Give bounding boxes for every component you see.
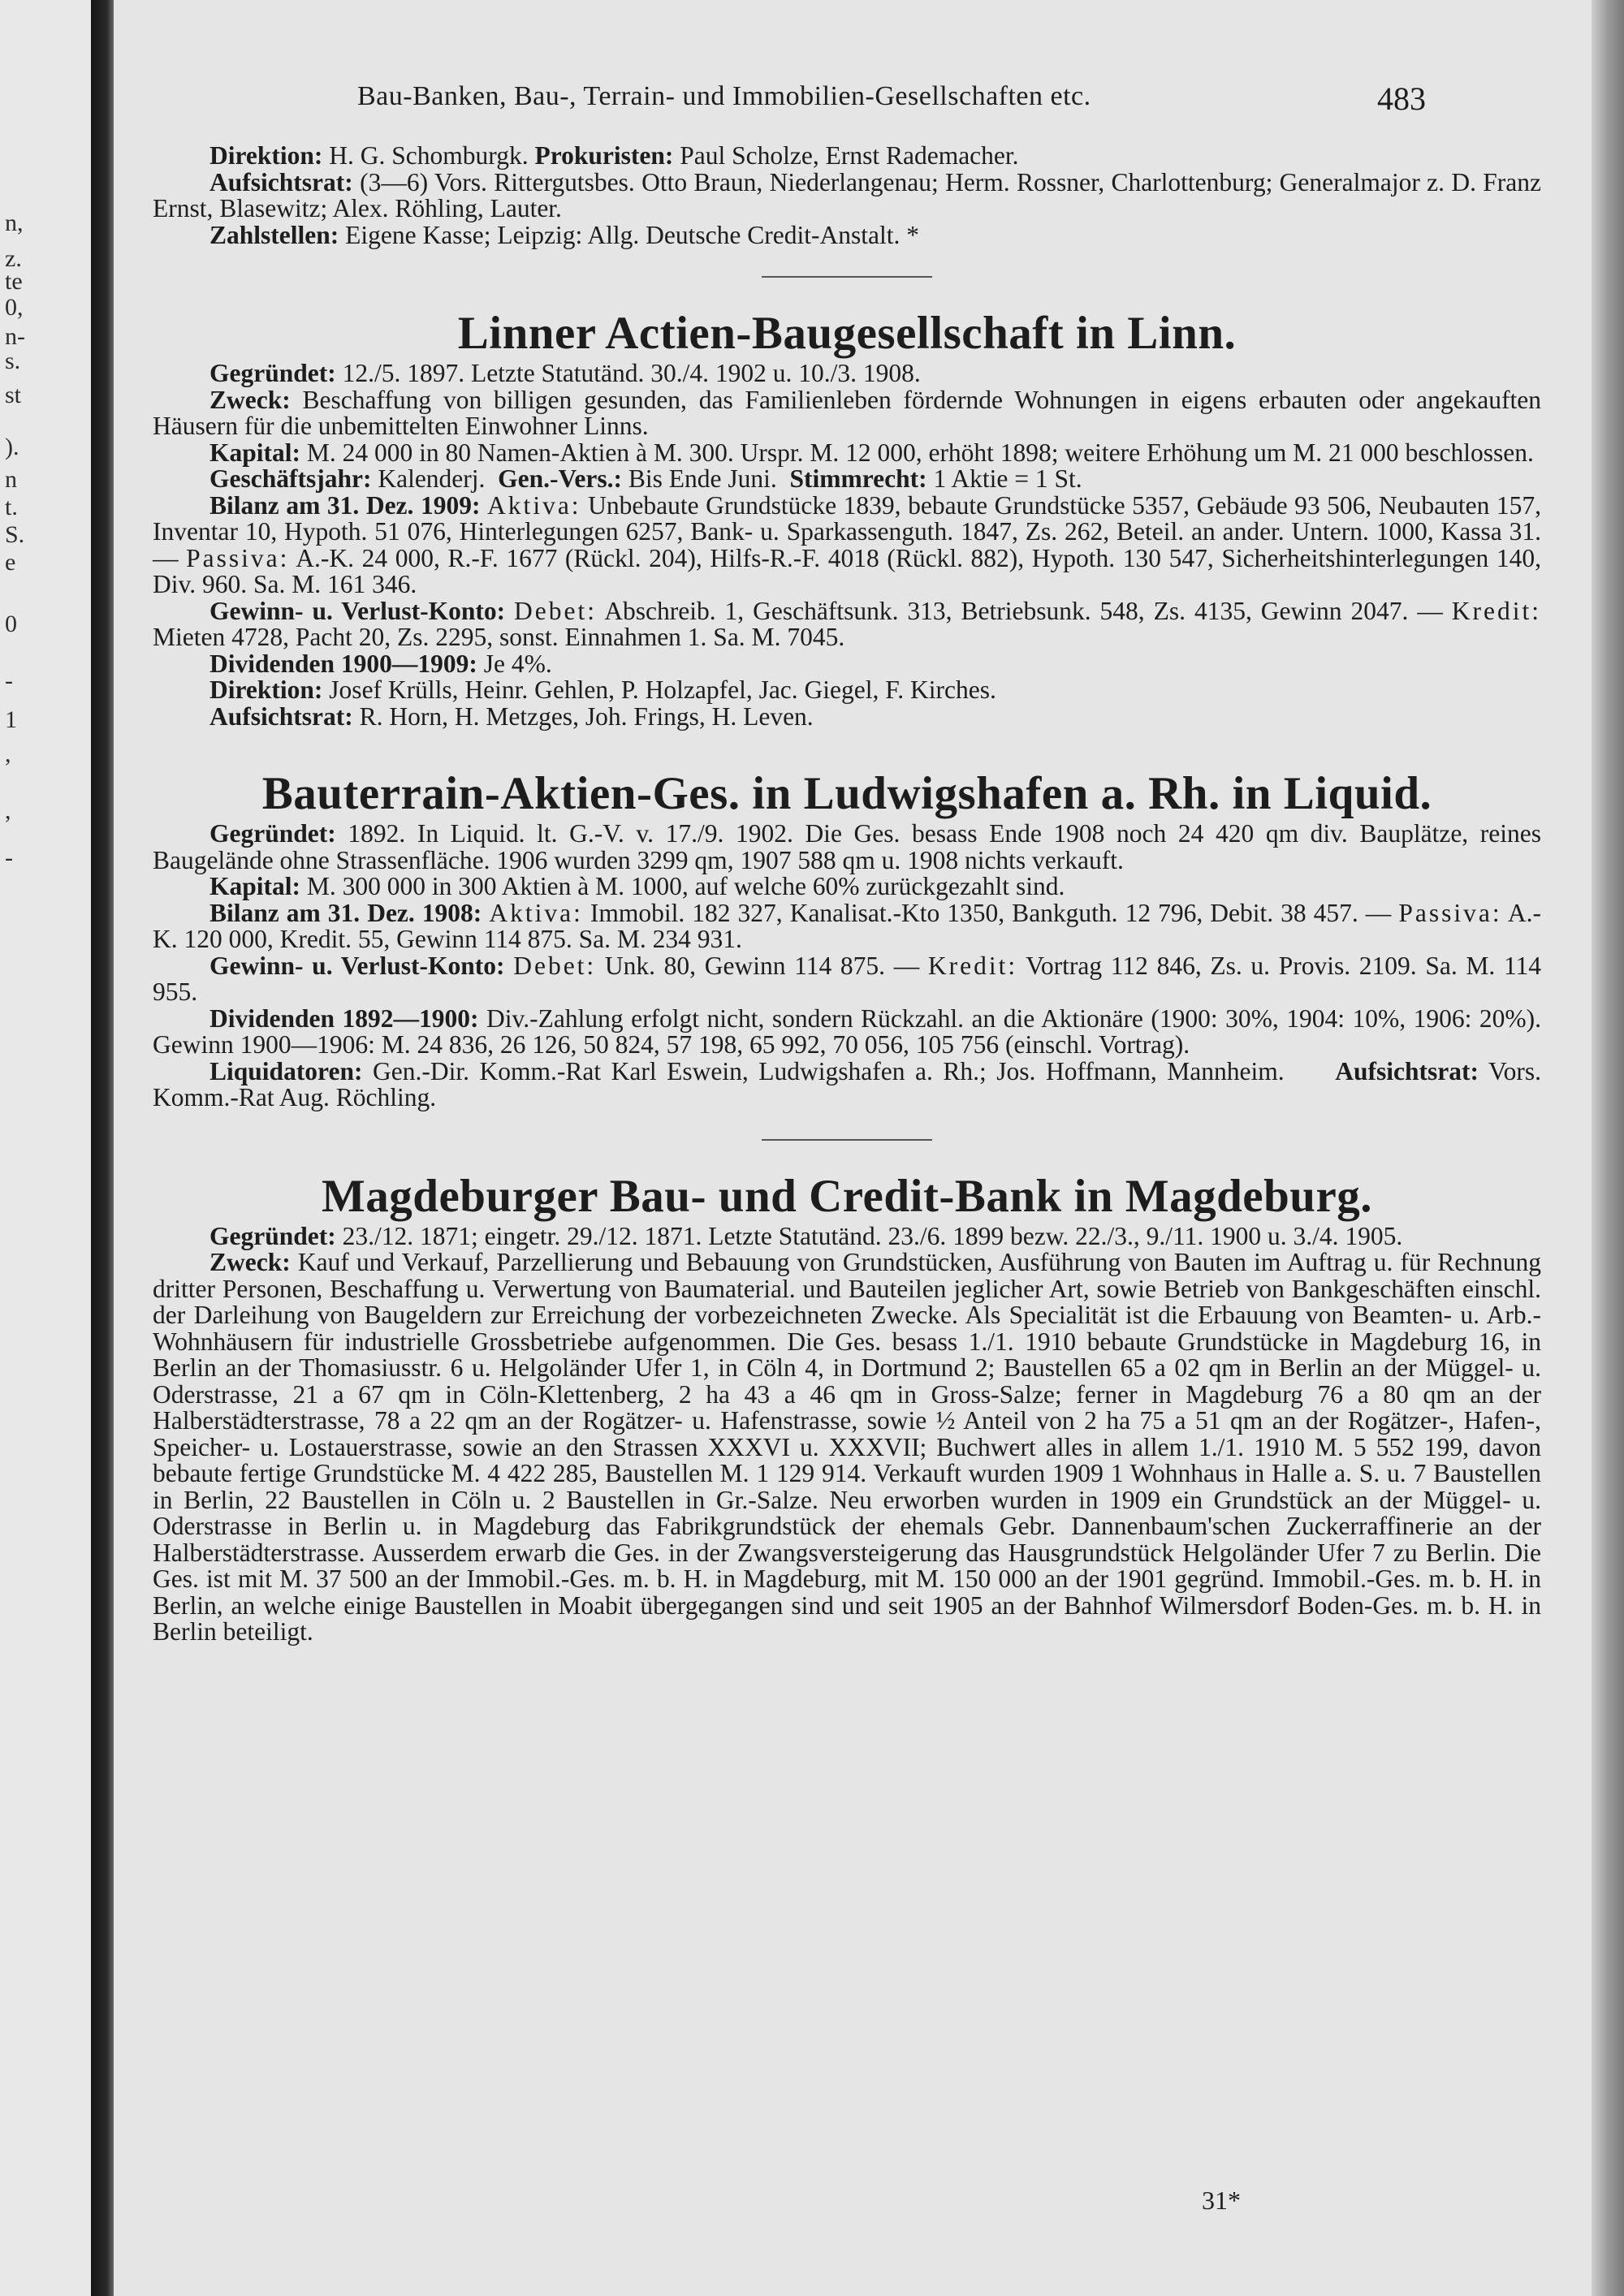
field-label: Gegründet: <box>209 359 336 387</box>
prev-page-fragment: t. <box>5 494 18 520</box>
bauterrain-kapital <box>153 874 1541 900</box>
field-value: Je 4%. <box>483 649 552 678</box>
field-label: Dividenden 1900—1909: <box>209 649 477 678</box>
passiva-label: Passiva: <box>186 543 290 572</box>
page-content <box>153 143 1541 1646</box>
field-label: Prokuristen: <box>534 141 674 170</box>
bauterrain-gewinn-verlust <box>153 953 1541 1006</box>
prev-page-fragment: , <box>5 797 11 824</box>
kredit-label: Kredit: <box>927 951 1018 980</box>
prev-page-fragment: te <box>5 268 23 295</box>
field-value: Kalenderj. <box>378 464 486 493</box>
field-value: M. 300 000 in 300 Aktien à M. 1000, auf welche 60% zurückgezahlt sind. <box>306 872 1065 900</box>
previous-page-edge <box>0 0 91 2296</box>
field-value: Gen.-Dir. Komm.-Rat Karl Eswein, Ludwigshafen a. Rh.; Jos. Hoffmann, Mannheim. <box>373 1056 1285 1085</box>
field-label: Direktion: <box>209 675 323 704</box>
field-label: Kapital: <box>209 872 301 900</box>
linner-kapital <box>153 440 1541 467</box>
prev-page-fragment: - <box>5 844 13 871</box>
field-label: Geschäftsjahr: <box>209 464 372 493</box>
field-value: Immobil. 182 327, Kanalisat.-Kto 1350, Bankguth. 12 796, Debit. 38 457. — <box>590 898 1392 927</box>
prev-page-fragment: e <box>5 549 16 576</box>
field-value: A.-K. 24 000, R.-F. 1677 (Rückl. 204), Hilfs-R.-F. 4018 (Rückl. 882), Hypoth. 130 547, Sicherheitshinterlegungen 140, Div. 960. Sa. M. 161 346. <box>153 543 1542 598</box>
prev-page-fragment: n <box>5 466 17 493</box>
passiva-label: Passiva: <box>1398 898 1502 927</box>
field-label: Bilanz am 31. Dez. 1908: <box>209 898 482 927</box>
prev-page-fragment: - <box>5 667 13 694</box>
field-value: 23./12. 1871; eingetr. 29./12. 1871. Letzte Statutänd. 23./6. 1899 bezw. 22./3., 9./11. 1900 u. 3./4. 1905. <box>342 1221 1403 1250</box>
debet-label: Debet: <box>514 596 598 625</box>
field-value: Unbebaute Grundstücke 1839, bebaute Grundstücke 5357, Gebäude 93 506, Neubauten 157, Inventar 10, Hypoth. 51 076, Hinterlegungen 6257, Bank- u. Sparkassenguth. 1847, Zs. 262, Beteil. an ander. Untern. 1000, Kassa 31. — <box>153 490 1542 572</box>
field-value: Kauf und Verkauf, Parzellierung und Bebauung von Grundstücken, Ausführung von Bauten im Auftrag u. für Rechnung dritter Personen, Beschaffung u. Verwertung von Baumaterial. und Bauteilen jeglicher Art, sowie Betrieb von Bankgeschäften einschl. der Darleihung von Baugeldern zur Erreichung der vorbezeichneten Zwecke. Als Specialität ist die Erbauung von Beamten- u. Arb.-Wohnhäusern für industrielle Grossbetriebe aufgenommen. Die Ges. besass 1./1. 1910 bebaute Grundstücke in Magdeburg 16, in Berlin an der Thomasiusstr. 6 u. Helgoländer Ufer 1, in Cöln 4, in Dortmund 2; Baustellen 65 a 02 qm in Berlin an der Müggel- u. Oderstrasse, 21 a 67 qm in Cöln-Klettenberg, 2 ha 43 a 46 qm in Gross-Salze; ferner in Magdeburg 76 a 80 qm an der Halberstädterstrasse, 78 a 22 qm an der Rogätzer- u. Hafenstrasse, sowie ½ Anteil von 2 ha 75 a 51 qm an der Rogätzer-, Hafen-, Speicher- u. Lostauerstrasse, sowie an den Strassen XXXVI u. XXXVII; Buchwert alles in allem 1./1. 1910 M. 5 552 199, davon bebaute fertige Grundstücke M. 4 422 285, Baustellen M. 1 129 914. Verkauft wurden 1909 1 Wohnhaus in Halle a. S. u. 7 Baustellen in Berlin, 22 Baustellen in Cöln u. 2 Baustellen in Gr.-Salze. Neu erworben wurden in 1909 ein Grundstück an der Müggel- u. Oderstrasse in Berlin u. in Magdeburg das Fabrikgrundstück der ehemals Gebr. Dannenbaum'schen Zuckerraffinerie an der Halberstädterstrasse. Ausserdem erwarb die Ges. in der Zwangsversteigerung das Hausgrundstück Helgoländer Ufer 7 zu Berlin. Die Ges. ist mit M. 37 500 an der Immobil.-Ges. m. b. H. in Magdeburg, mit M. 150 000 an der 1901 gegründ. Immobil.-Ges. m. b. H. in Berlin, an welche einige Baustellen in Moabit übergegangen sind und seit 1905 an der Bahnhof Wilmersdorf Boden-Ges. m. b. H. in Berlin beteiligt. <box>153 1248 1542 1646</box>
section-gap <box>153 730 1541 767</box>
field-label: Kapital: <box>209 438 301 467</box>
field-value: Div.-Zahlung erfolgt nicht, sondern Rückzahl. an die Aktionäre (1900: 30%, 1904: 10%, 1906: 20%). Gewinn 1900—1906: M. 24 836, 26 126, 50 824, 57 198, 65 992, 70 056, 105 756 (einschl. Vortrag). <box>153 1003 1542 1059</box>
entry-title-magdeburger: Magdeburger Bau- und Credit-Bank in Magdeburg. <box>321 1170 1373 1222</box>
field-value: 1 Aktie = 1 St. <box>933 464 1082 493</box>
prev-page-fragment: n, <box>5 209 24 236</box>
field-value: R. Horn, H. Metzges, Joh. Frings, H. Leven. <box>359 701 814 731</box>
footnote-mark: * <box>906 220 919 249</box>
page-number: 483 <box>1377 80 1426 117</box>
field-value: Vortrag 112 846, Zs. u. Provis. 2109. Sa. M. 114 955. <box>153 951 1542 1006</box>
book-gutter <box>91 0 114 2296</box>
aktiva-label: Aktiva: <box>489 898 583 927</box>
entry-title-linner: Linner Actien-Baugesellschaft in Linn. <box>457 308 1237 359</box>
field-label: Bilanz am 31. Dez. 1909: <box>209 490 481 520</box>
carryover-aufsichtsrat <box>153 167 1542 222</box>
field-value: Mieten 4728, Pacht 20, Zs. 2295, sonst. Einnahmen 1. Sa. M. 7045. <box>153 623 845 651</box>
field-label: Aufsichtsrat: <box>209 701 353 731</box>
prev-page-fragment: s. <box>5 347 21 374</box>
field-value: Bis Ende Juni. <box>628 464 777 493</box>
field-value: Eigene Kasse; Leipzig: Allg. Deutsche Credit-Anstalt. <box>345 220 901 249</box>
linner-bilanz <box>153 490 1542 598</box>
field-label: Gewinn- u. Verlust-Konto: <box>209 596 506 625</box>
bauterrain-gegruendet <box>153 821 1541 874</box>
section-divider <box>762 1139 932 1141</box>
field-label: Dividenden 1892—1900: <box>209 1003 479 1033</box>
bauterrain-bilanz <box>153 900 1541 953</box>
linner-zweck <box>153 387 1541 440</box>
field-value: 12./5. 1897. Letzte Statutänd. 30./4. 1902 u. 10./3. 1908. <box>342 359 921 387</box>
carryover-zahlstellen <box>153 222 1541 249</box>
field-label: Gewinn- u. Verlust-Konto: <box>209 951 505 980</box>
prev-page-fragment: S. <box>5 521 25 548</box>
running-title: Bau-Banken, Bau-, Terrain- und Immobilien-Gesellschaften etc. <box>357 81 1091 111</box>
field-label: Gegründet: <box>209 819 336 848</box>
section-divider <box>762 276 932 278</box>
prev-page-fragment: , <box>5 740 11 767</box>
field-value: 1892. In Liquid. lt. G.-V. v. 17./9. 1902. Die Ges. besass Ende 1908 noch 24 420 qm div. Bauplätze, reines Baugelände ohne Strassenfläche. 1906 wurden 3299 qm, 1907 588 qm u. 1908 nichts verkauft. <box>153 819 1542 874</box>
kredit-label: Kredit: <box>1451 596 1542 625</box>
linner-geschaeftsjahr <box>153 466 1541 493</box>
field-value: Josef Krülls, Heinr. Gehlen, P. Holzapfel, Jac. Giegel, F. Kirches. <box>329 675 996 704</box>
linner-aufsichtsrat <box>153 701 1541 731</box>
field-label: Zweck: <box>209 1248 291 1276</box>
prev-page-fragment: 1 <box>5 706 17 733</box>
page-right-edge <box>1592 0 1624 2296</box>
field-value: Abschreib. 1, Geschäftsunk. 313, Betriebsunk. 548, Zs. 4135, Gewinn 2047. — <box>604 596 1443 625</box>
field-value: M. 24 000 in 80 Namen-Aktien à M. 300. Urspr. M. 12 000, erhöht 1898; weitere Erhöhung um M. 21 000 beschlossen. <box>306 438 1534 467</box>
magdeburger-gegruendet <box>153 1221 1541 1250</box>
field-label: Gegründet: <box>209 1221 336 1250</box>
carryover-direktion <box>153 143 1541 170</box>
linner-gegruendet <box>153 360 1541 387</box>
prev-page-fragment: st <box>5 382 22 408</box>
field-label: Stimmrecht: <box>789 464 927 493</box>
field-value: Unk. 80, Gewinn 114 875. — <box>604 951 920 980</box>
field-label: Aufsichtsrat: <box>1335 1056 1479 1085</box>
linner-direktion <box>153 677 1541 704</box>
aktiva-label: Aktiva: <box>487 490 581 520</box>
book-page <box>114 0 1592 2296</box>
debet-label: Debet: <box>513 951 597 980</box>
linner-dividenden <box>153 651 1541 678</box>
bauterrain-liquidatoren <box>153 1056 1542 1111</box>
field-value: Beschaffung von billigen gesunden, das Familienleben fördernde Wohnungen in eigens erbauten oder angekauften Häusern für die unbemittelten Einwohner Linns. <box>153 385 1542 440</box>
field-value: (3—6) Vors. Rittergutsbes. Otto Braun, Niederlangenau; Herm. Rossner, Charlottenburg; Generalmajor z. D. Franz Ernst, Blasewitz; Alex. Röhling, Lauter. <box>153 167 1542 222</box>
field-value: Vors. Komm.-Rat Aug. Röchling. <box>153 1056 1542 1111</box>
field-label: Aufsichtsrat: <box>209 167 353 196</box>
field-value: H. G. Schomburgk. <box>329 141 529 170</box>
prev-page-fragment: z. <box>5 245 22 272</box>
prev-page-fragment: ). <box>5 434 19 460</box>
field-label: Direktion: <box>209 141 323 170</box>
linner-gewinn-verlust <box>153 598 1541 651</box>
entry-title-bauterrain: Bauterrain-Aktien-Ges. in Ludwigshafen a. Rh. in Liquid. <box>261 768 1432 819</box>
field-label: Zweck: <box>209 385 291 414</box>
bauterrain-dividenden <box>153 1003 1542 1059</box>
prev-page-fragment: 0, <box>5 294 24 321</box>
field-label: Gen.-Vers.: <box>498 464 622 493</box>
signature-mark: 31* <box>1202 2186 1241 2215</box>
field-value: Paul Scholze, Ernst Rademacher. <box>680 141 1019 170</box>
field-value: A.-K. 120 000, Kredit. 55, Gewinn 114 875. Sa. M. 234 931. <box>153 898 1542 953</box>
field-label: Zahlstellen: <box>209 220 339 249</box>
magdeburger-zweck <box>153 1249 1541 1646</box>
prev-page-fragment: 0 <box>5 611 17 637</box>
field-label: Liquidatoren: <box>209 1056 363 1085</box>
prev-page-fragment: n- <box>5 323 25 350</box>
